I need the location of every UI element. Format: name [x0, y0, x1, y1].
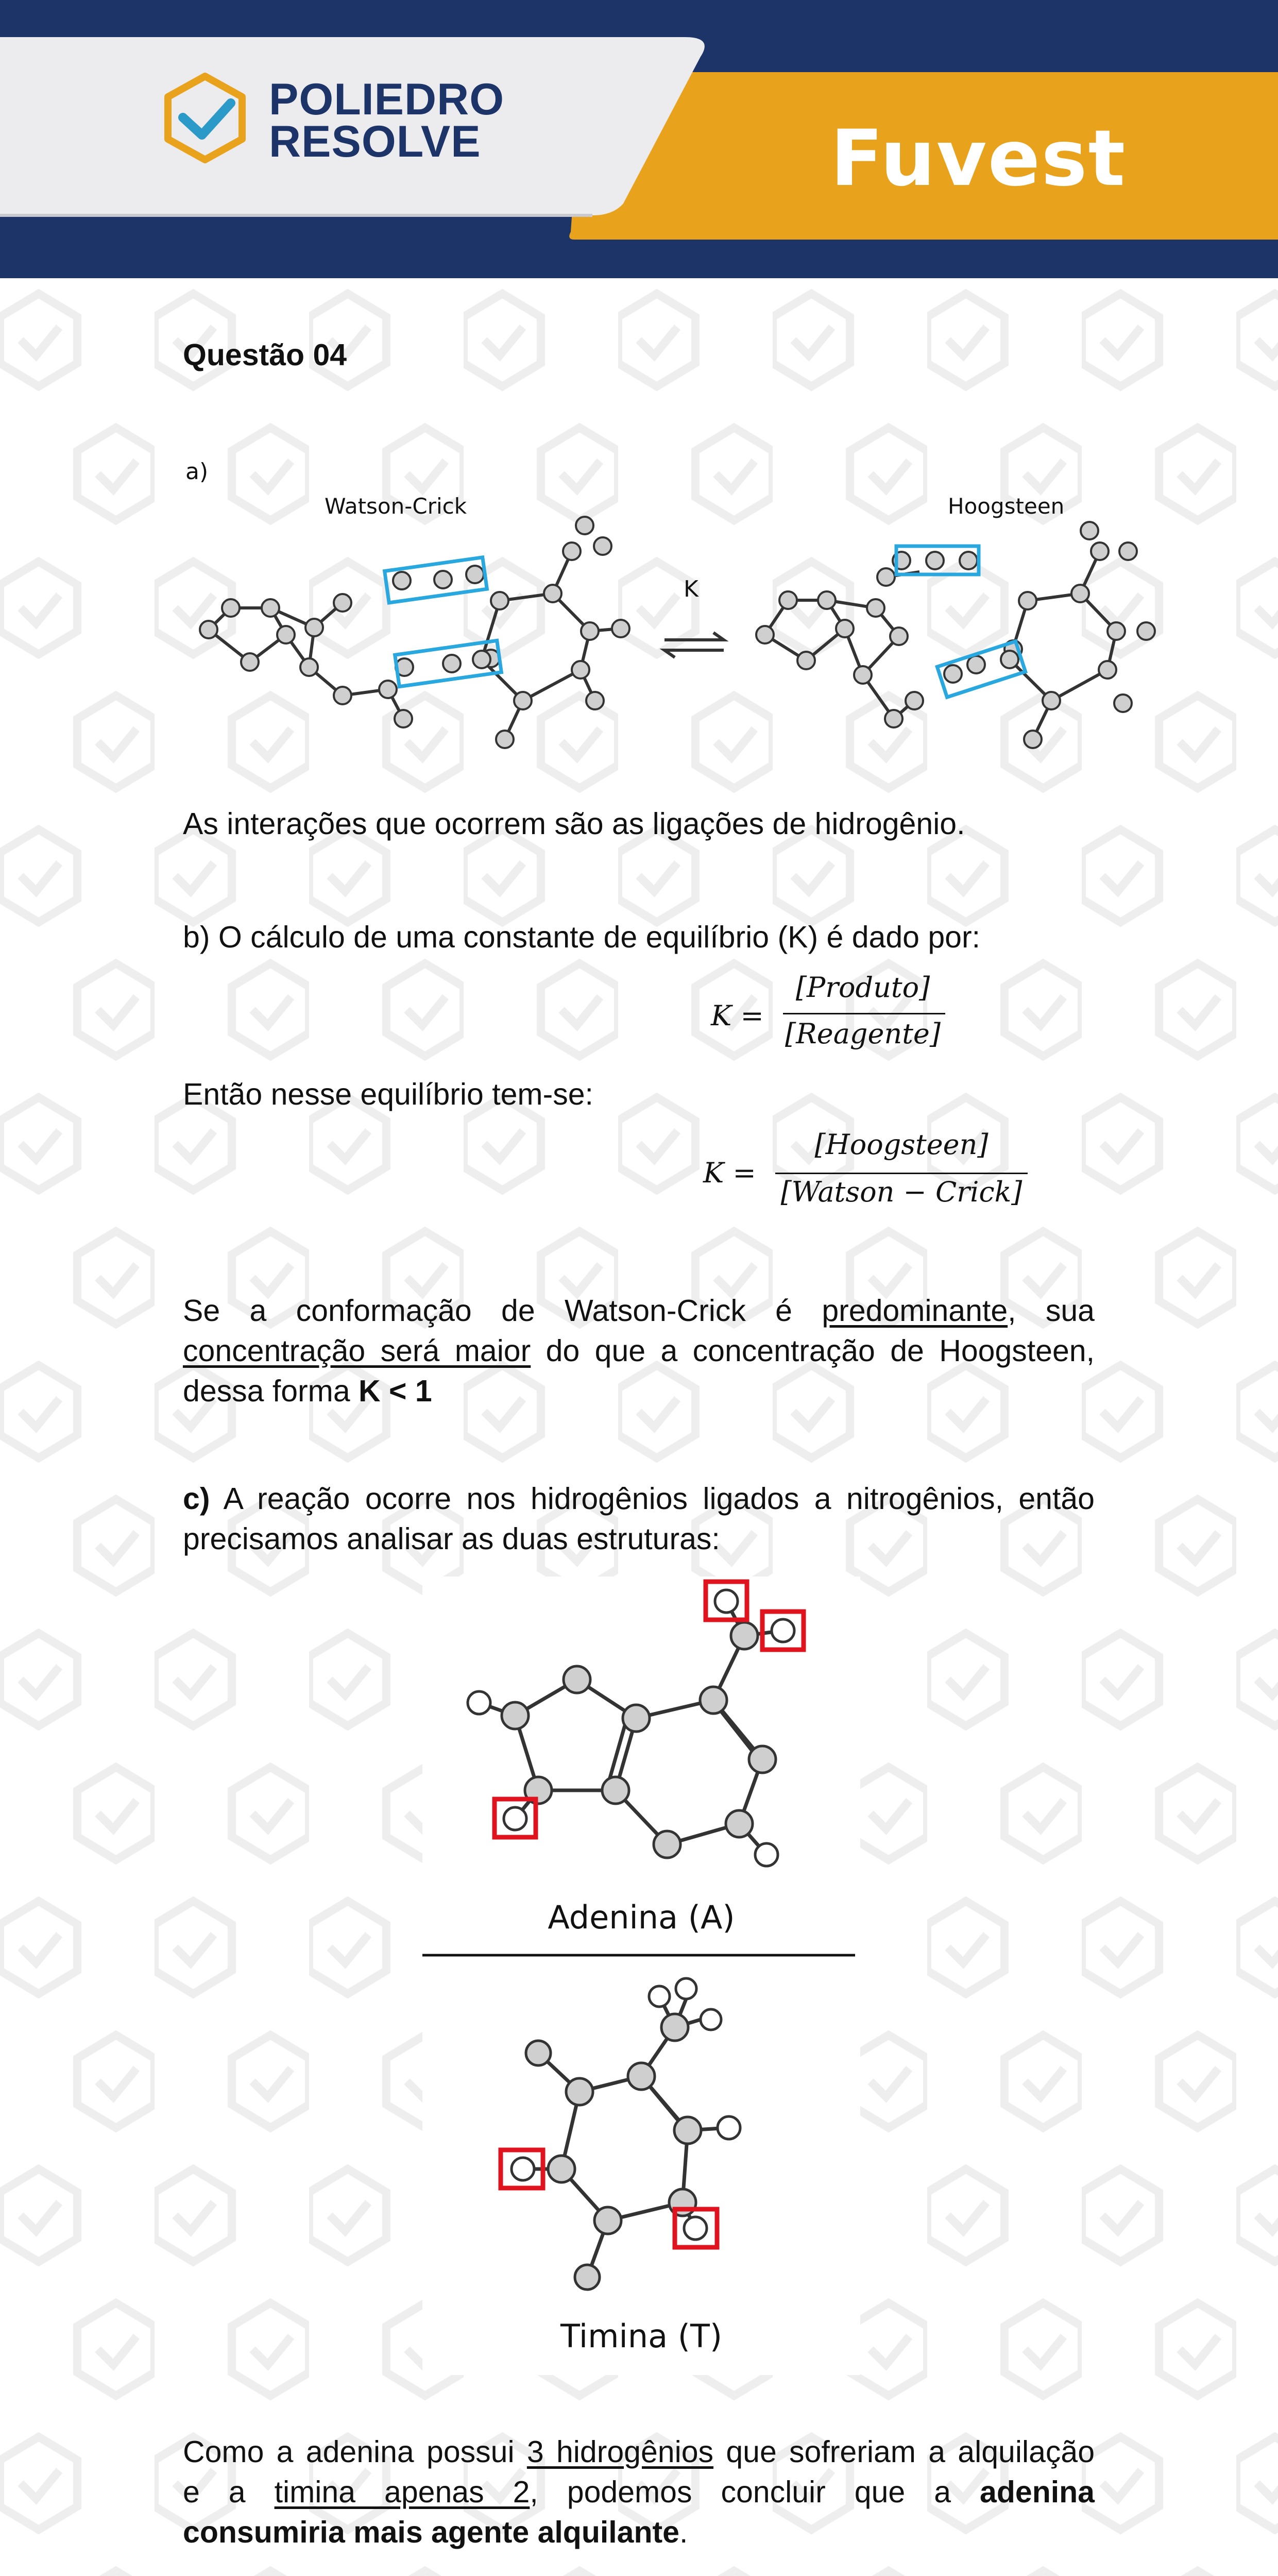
part-b-conclusion: dessa forma K < 1 — [183, 1374, 432, 1408]
adenine-label: Adenina (A) — [548, 1899, 735, 1936]
part-c-conclusion-line-1: Como a adenina possui 3 hidrogênios que sofreriam a alquilação — [183, 2435, 1095, 2469]
exam-title: Fuvest — [830, 114, 1127, 204]
base-pair-structures — [183, 459, 1172, 768]
part-c-conclusion-line-2: e a timina apenas 2, podemos concluir que a adenina — [183, 2475, 1095, 2509]
logo-text-poliedro: POLIEDRO — [269, 75, 505, 124]
watson-crick-label: Watson-Crick — [325, 494, 467, 519]
part-b-then: Então nesse equilíbrio tem-se: — [183, 1077, 593, 1111]
part-a-letter: a) — [185, 459, 209, 485]
part-a-figure — [183, 459, 1172, 768]
part-b-intro: b) O cálculo de uma constante de equilíbrio (K) é dado por: — [183, 920, 981, 954]
part-c-line-2: precisamos analisar as duas estruturas: — [183, 1522, 720, 1556]
eq1-fraction-line — [783, 1013, 945, 1014]
eq1-denominator: [Reagente] — [785, 1018, 941, 1050]
eq2-numerator: [Hoogsteen] — [814, 1128, 989, 1161]
logo-text-resolve: RESOLVE — [269, 117, 481, 166]
equilibrium-k-label: K — [684, 576, 698, 602]
adenine-structure — [422, 1577, 860, 2375]
eq1-numerator: [Produto] — [795, 971, 930, 1004]
eq2-lhs: K = — [703, 1157, 756, 1189]
part-a-answer: As interações que ocorrem são as ligações de hidrogênio. — [183, 807, 965, 841]
part-b-line-1: Se a conformação de Watson-Crick é predominante, sua — [183, 1294, 1095, 1328]
hoogsteen-label: Hoogsteen — [948, 494, 1065, 519]
part-c-conclusion-line-3: consumiria mais agente alquilante. — [183, 2515, 688, 2549]
eq2-fraction-line — [775, 1173, 1028, 1174]
question-title: Questão 04 — [183, 338, 347, 372]
adenine-thymine-figure — [422, 1577, 860, 2375]
eq2-denominator: [Watson − Crick] — [780, 1176, 1023, 1208]
eq1-lhs: K = — [711, 999, 764, 1032]
part-c-line-1: c) A reação ocorre nos hidrogênios ligados a nitrogênios, então — [183, 1482, 1095, 1516]
thymine-label: Timina (T) — [560, 2317, 723, 2355]
part-b-line-2: concentração será maior do que a concentração de Hoogsteen, — [183, 1334, 1095, 1368]
